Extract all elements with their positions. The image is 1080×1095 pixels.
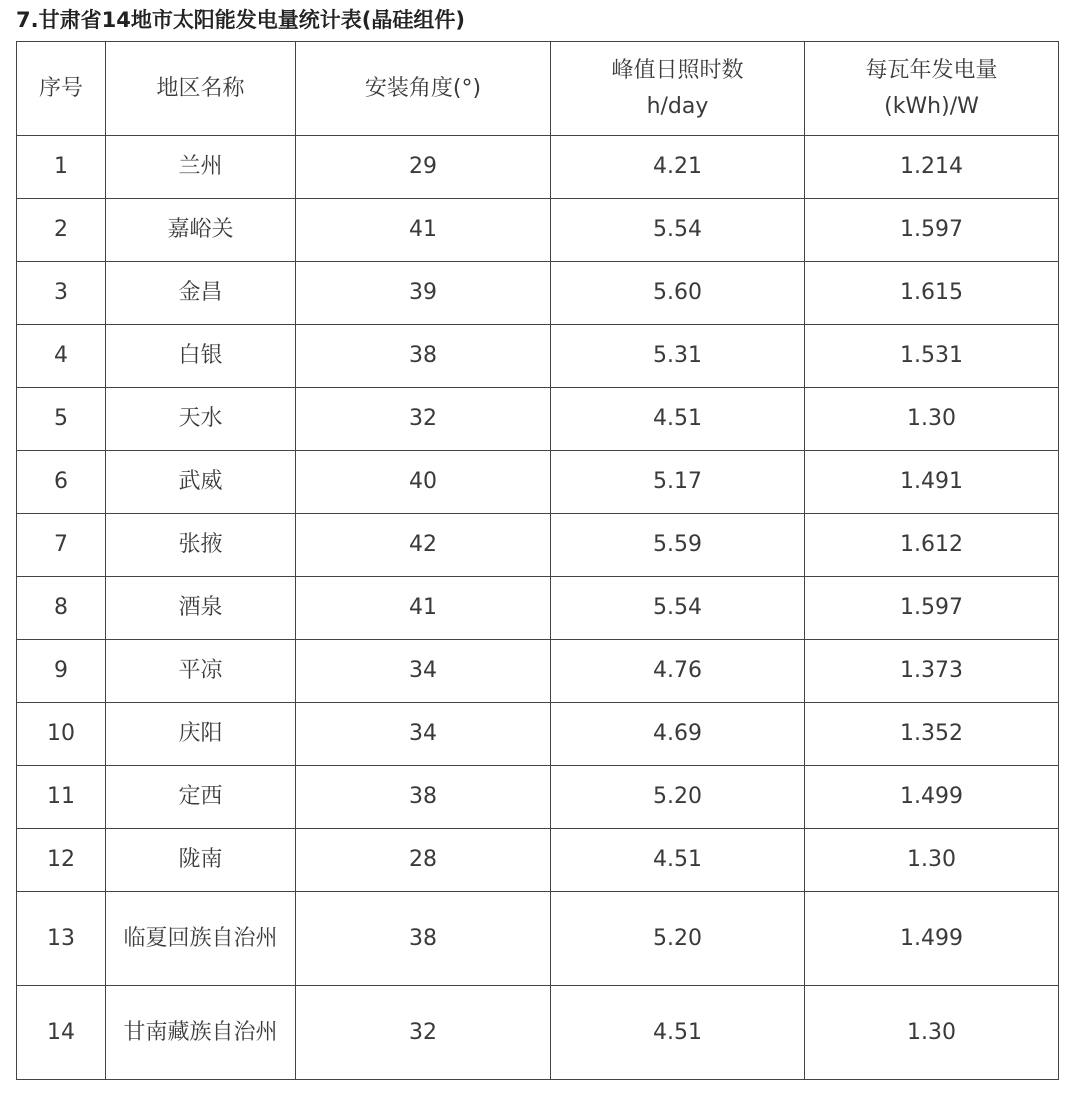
cell-peak-hours: 4.51 bbox=[551, 986, 805, 1080]
cell-angle: 38 bbox=[296, 325, 551, 388]
cell-peak-hours: 4.51 bbox=[551, 829, 805, 892]
cell-serial: 10 bbox=[17, 703, 106, 766]
cell-angle: 38 bbox=[296, 766, 551, 829]
cell-serial: 5 bbox=[17, 388, 106, 451]
cell-serial: 6 bbox=[17, 451, 106, 514]
cell-angle: 34 bbox=[296, 703, 551, 766]
cell-region: 天水 bbox=[106, 388, 296, 451]
table-row bbox=[17, 136, 1059, 199]
cell-peak-hours: 5.60 bbox=[551, 262, 805, 325]
cell-annual-output: 1.214 bbox=[805, 136, 1059, 199]
cell-angle: 38 bbox=[296, 892, 551, 986]
table-row bbox=[17, 388, 1059, 451]
cell-region: 张掖 bbox=[106, 514, 296, 577]
cell-serial: 14 bbox=[17, 986, 106, 1080]
cell-angle: 32 bbox=[296, 388, 551, 451]
table-row bbox=[17, 703, 1059, 766]
cell-annual-output: 1.615 bbox=[805, 262, 1059, 325]
cell-peak-hours: 5.17 bbox=[551, 451, 805, 514]
table-row bbox=[17, 325, 1059, 388]
header-install-angle: 安装角度(°) bbox=[296, 42, 551, 136]
cell-serial: 2 bbox=[17, 199, 106, 262]
table-row bbox=[17, 892, 1059, 986]
cell-annual-output: 1.30 bbox=[805, 829, 1059, 892]
cell-annual-output: 1.612 bbox=[805, 514, 1059, 577]
cell-serial: 3 bbox=[17, 262, 106, 325]
table-row bbox=[17, 766, 1059, 829]
table-row bbox=[17, 514, 1059, 577]
cell-peak-hours: 4.69 bbox=[551, 703, 805, 766]
cell-annual-output: 1.373 bbox=[805, 640, 1059, 703]
cell-annual-output: 1.597 bbox=[805, 577, 1059, 640]
cell-angle: 29 bbox=[296, 136, 551, 199]
cell-region: 兰州 bbox=[106, 136, 296, 199]
cell-region: 酒泉 bbox=[106, 577, 296, 640]
cell-region: 陇南 bbox=[106, 829, 296, 892]
cell-region: 临夏回族自治州 bbox=[106, 892, 296, 986]
table-row bbox=[17, 829, 1059, 892]
cell-serial: 13 bbox=[17, 892, 106, 986]
table-row bbox=[17, 577, 1059, 640]
cell-region: 定西 bbox=[106, 766, 296, 829]
header-serial-number: 序号 bbox=[17, 42, 106, 136]
cell-peak-hours: 5.54 bbox=[551, 199, 805, 262]
cell-peak-hours: 5.59 bbox=[551, 514, 805, 577]
cell-serial: 11 bbox=[17, 766, 106, 829]
cell-serial: 8 bbox=[17, 577, 106, 640]
header-peak-sun-hours: 峰值日照时数 h/day bbox=[551, 42, 805, 136]
table-body bbox=[17, 136, 1059, 1080]
cell-peak-hours: 4.21 bbox=[551, 136, 805, 199]
table-header-row bbox=[17, 42, 1059, 136]
cell-angle: 41 bbox=[296, 199, 551, 262]
cell-region: 嘉峪关 bbox=[106, 199, 296, 262]
cell-peak-hours: 5.54 bbox=[551, 577, 805, 640]
cell-region: 武威 bbox=[106, 451, 296, 514]
cell-annual-output: 1.531 bbox=[805, 325, 1059, 388]
cell-annual-output: 1.499 bbox=[805, 766, 1059, 829]
cell-angle: 41 bbox=[296, 577, 551, 640]
cell-angle: 32 bbox=[296, 986, 551, 1080]
cell-angle: 39 bbox=[296, 262, 551, 325]
cell-region: 金昌 bbox=[106, 262, 296, 325]
document-title: 7.甘肃省14地市太阳能发电量统计表(晶硅组件) bbox=[16, 8, 466, 32]
table-row bbox=[17, 640, 1059, 703]
cell-annual-output: 1.30 bbox=[805, 986, 1059, 1080]
cell-annual-output: 1.352 bbox=[805, 703, 1059, 766]
cell-annual-output: 1.499 bbox=[805, 892, 1059, 986]
table-row bbox=[17, 262, 1059, 325]
cell-serial: 12 bbox=[17, 829, 106, 892]
cell-peak-hours: 4.51 bbox=[551, 388, 805, 451]
table-row bbox=[17, 199, 1059, 262]
cell-angle: 42 bbox=[296, 514, 551, 577]
cell-region: 白银 bbox=[106, 325, 296, 388]
cell-peak-hours: 5.31 bbox=[551, 325, 805, 388]
cell-peak-hours: 5.20 bbox=[551, 892, 805, 986]
cell-angle: 40 bbox=[296, 451, 551, 514]
cell-region: 平凉 bbox=[106, 640, 296, 703]
cell-annual-output: 1.30 bbox=[805, 388, 1059, 451]
cell-annual-output: 1.597 bbox=[805, 199, 1059, 262]
cell-serial: 4 bbox=[17, 325, 106, 388]
cell-angle: 28 bbox=[296, 829, 551, 892]
cell-peak-hours: 4.76 bbox=[551, 640, 805, 703]
cell-annual-output: 1.491 bbox=[805, 451, 1059, 514]
header-annual-output-per-watt: 每瓦年发电量 (kWh)/W bbox=[805, 42, 1059, 136]
cell-angle: 34 bbox=[296, 640, 551, 703]
cell-peak-hours: 5.20 bbox=[551, 766, 805, 829]
header-region-name: 地区名称 bbox=[106, 42, 296, 136]
cell-serial: 9 bbox=[17, 640, 106, 703]
table-row bbox=[17, 986, 1059, 1080]
table-row bbox=[17, 451, 1059, 514]
cell-region: 甘南藏族自治州 bbox=[106, 986, 296, 1080]
cell-region: 庆阳 bbox=[106, 703, 296, 766]
cell-serial: 7 bbox=[17, 514, 106, 577]
cell-serial: 1 bbox=[17, 136, 106, 199]
solar-output-table bbox=[16, 41, 1059, 1080]
